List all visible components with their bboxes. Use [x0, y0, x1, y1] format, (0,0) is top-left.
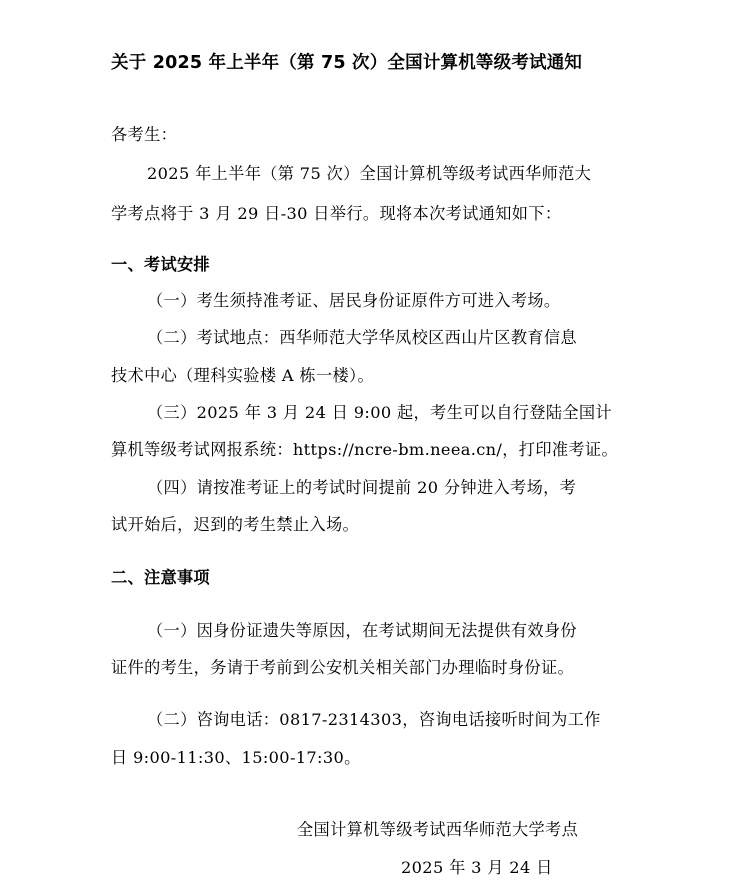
- greeting: 各考生：: [111, 125, 178, 144]
- section-1-item-2-line-1: （二）考试地点：西华师范大学华凤校区西山片区教育信息: [147, 328, 577, 347]
- section-1-item-3-line-1: （三）2025 年 3 月 24 日 9:00 起，考生可以自行登陆全国计: [147, 403, 612, 422]
- section-2-item-1-line-2: 证件的考生，务请于考前到公安机关相关部门办理临时身份证。: [111, 658, 575, 677]
- intro-line-1: 2025 年上半年（第 75 次）全国计算机等级考试西华师范大: [147, 164, 592, 183]
- signature-date: 2025 年 3 月 24 日: [401, 858, 553, 877]
- section-1-item-3-line-2: 算机等级考试网报系统：https://ncre-bm.neea.cn/，打印准考证。: [111, 440, 619, 459]
- section-1-heading: 一、考试安排: [111, 255, 210, 274]
- section-2-item-2-line-2: 日 9:00-11:30、15:00-17:30。: [111, 748, 361, 767]
- page-title: 关于 2025 年上半年（第 75 次）全国计算机等级考试通知: [111, 53, 583, 73]
- section-1-item-4-line-2: 试开始后，迟到的考生禁止入场。: [111, 515, 360, 534]
- signature-organization: 全国计算机等级考试西华师范大学考点: [297, 820, 579, 839]
- section-1-item-1: （一）考生须持准考证、居民身份证原件方可进入考场。: [147, 291, 561, 310]
- section-2-item-2-line-1: （二）咨询电话：0817-2314303，咨询电话接听时间为工作: [147, 710, 601, 729]
- section-1-item-4-line-1: （四）请按准考证上的考试时间提前 20 分钟进入考场，考: [147, 478, 577, 497]
- section-2-item-1-line-1: （一）因身份证遗失等原因，在考试期间无法提供有效身份: [147, 621, 577, 640]
- section-1-item-2-line-2: 技术中心（理科实验楼 A 栋一楼）。: [111, 366, 374, 385]
- intro-line-2: 学考点将于 3 月 29 日-30 日举行。现将本次考试通知如下：: [111, 204, 562, 223]
- section-2-heading: 二、注意事项: [111, 568, 210, 587]
